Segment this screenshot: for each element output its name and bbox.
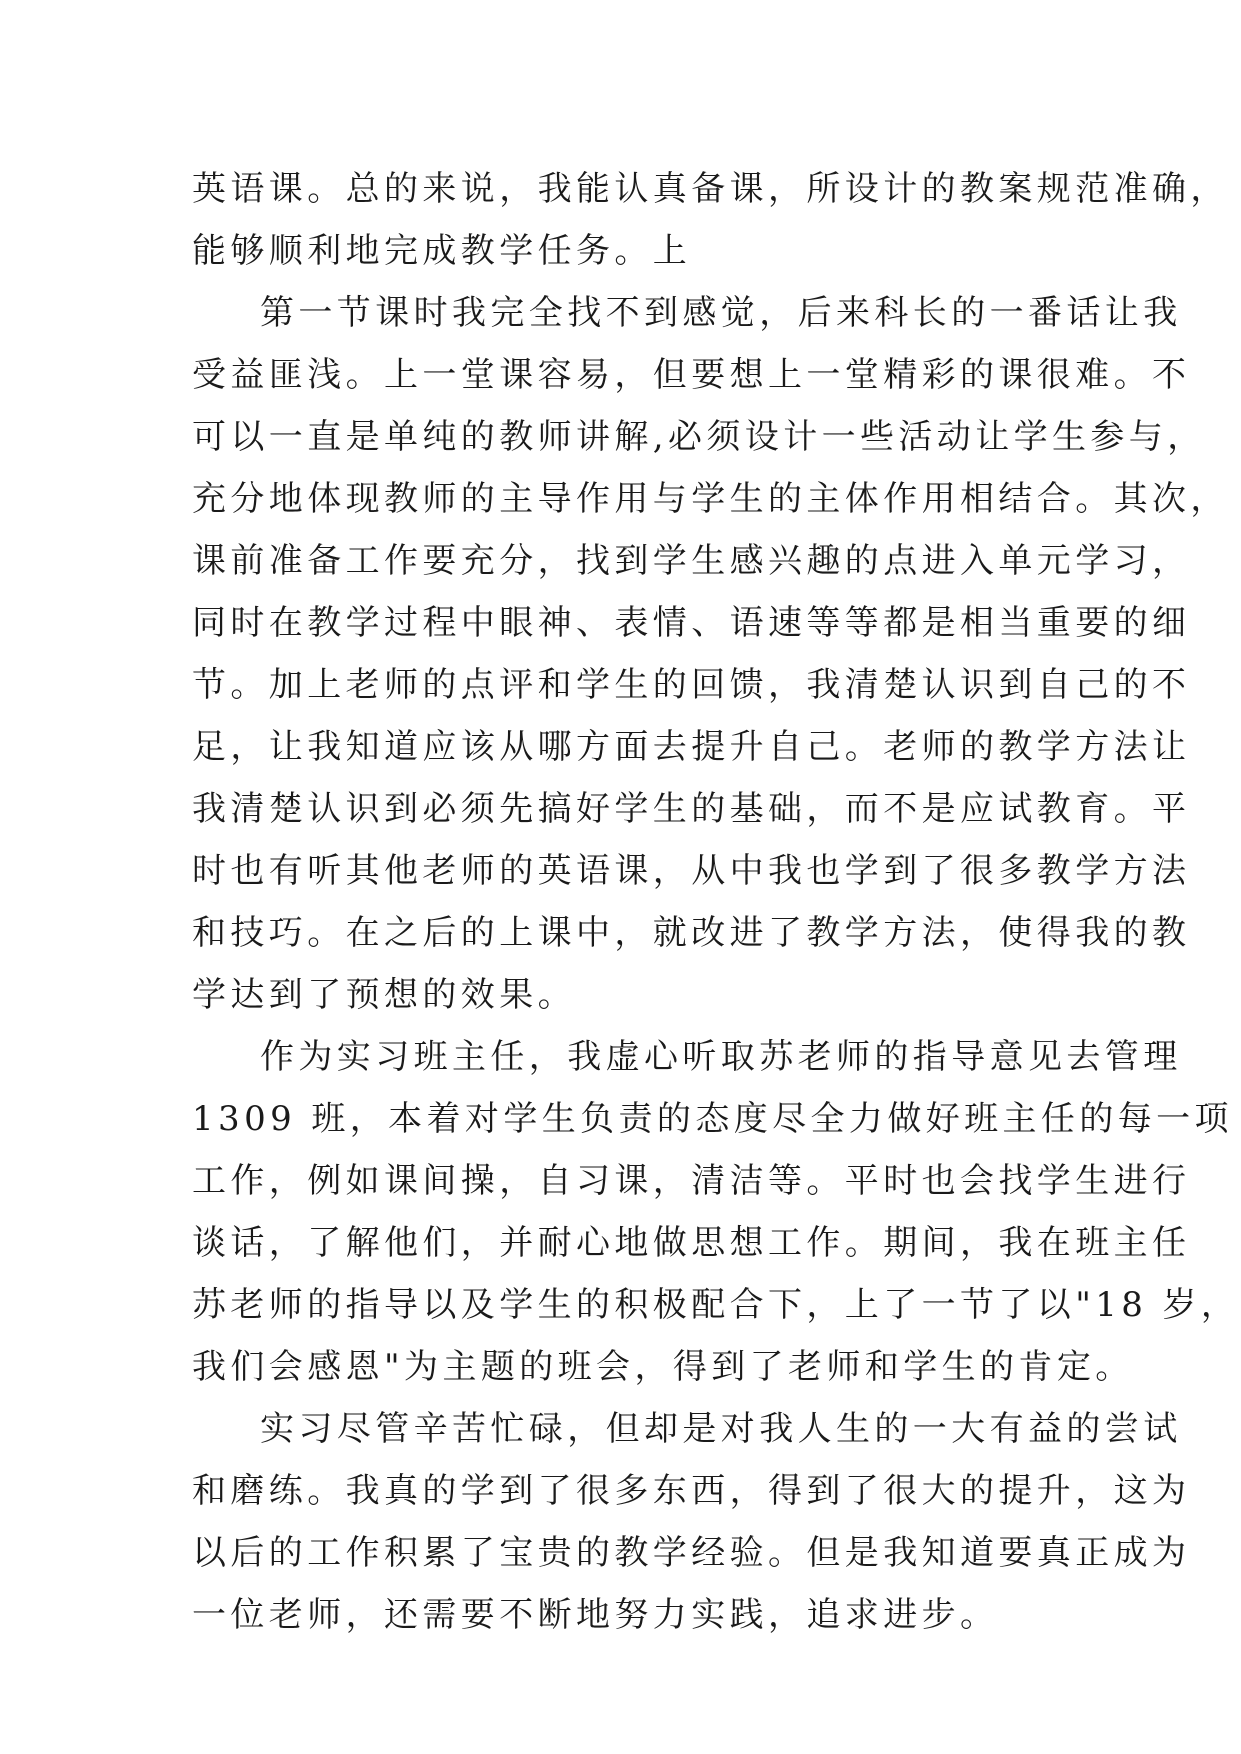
paragraph-first-line: 作为实习班主任，我虚心听取苏老师的指导意见去管理	[260, 1037, 1182, 1077]
paragraph-first-line: 实习尽管辛苦忙碌，但却是对我人生的一大有益的尝试	[260, 1409, 1182, 1449]
text-line: 工作，例如课间操，自习课，清洁等。平时也会找学生进行	[192, 1161, 1191, 1201]
text-line: 英语课。总的来说，我能认真备课，所设计的教案规范准确，	[192, 169, 1229, 209]
text-line: 和磨练。我真的学到了很多东西，得到了很大的提升，这为	[192, 1471, 1191, 1511]
text-line: 足，让我知道应该从哪方面去提升自己。老师的教学方法让	[192, 727, 1191, 767]
text-line: 能够顺利地完成教学任务。上	[192, 231, 692, 271]
text-line: 时也有听其他老师的英语课，从中我也学到了很多教学方法	[192, 851, 1191, 891]
text-line: 课前准备工作要充分，找到学生感兴趣的点进入单元学习，	[192, 541, 1191, 581]
text-line: 受益匪浅。上一堂课容易，但要想上一堂精彩的课很难。不	[192, 355, 1191, 395]
text-line: 同时在教学过程中眼神、表情、语速等等都是相当重要的细	[192, 603, 1191, 643]
document-body	[192, 158, 1240, 1646]
text-line: 我清楚认识到必须先搞好学生的基础，而不是应试教育。平	[192, 789, 1191, 829]
text-line: 一位老师，还需要不断地努力实践，追求进步。	[192, 1595, 999, 1635]
text-line: 可以一直是单纯的教师讲解,必须设计一些活动让学生参与，	[192, 417, 1206, 457]
text-line: 充分地体现教师的主导作用与学生的主体作用相结合。其次，	[192, 479, 1229, 519]
text-line: 1309 班，本着对学生负责的态度尽全力做好班主任的每一项	[192, 1099, 1233, 1139]
text-line: 我们会感恩"为主题的班会，得到了老师和学生的肯定。	[192, 1347, 1134, 1387]
text-line: 学达到了预想的效果。	[192, 975, 576, 1015]
text-line: 谈话，了解他们，并耐心地做思想工作。期间，我在班主任	[192, 1223, 1191, 1263]
text-line: 苏老师的指导以及学生的积极配合下，上了一节了以"18 岁，	[192, 1285, 1240, 1325]
text-line: 节。加上老师的点评和学生的回馈，我清楚认识到自己的不	[192, 665, 1191, 705]
text-line: 以后的工作积累了宝贵的教学经验。但是我知道要真正成为	[192, 1533, 1191, 1573]
text-line: 和技巧。在之后的上课中，就改进了教学方法，使得我的教	[192, 913, 1191, 953]
paragraph-first-line: 第一节课时我完全找不到感觉，后来科长的一番话让我	[260, 293, 1182, 333]
